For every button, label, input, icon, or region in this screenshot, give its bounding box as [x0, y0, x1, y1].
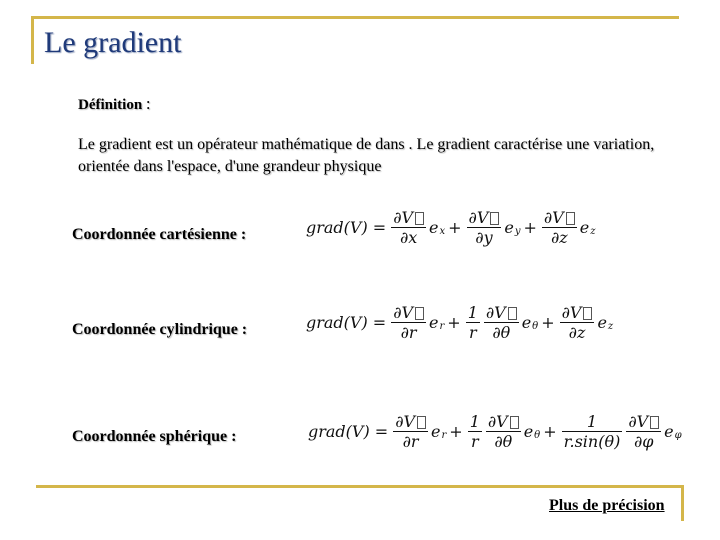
definition-label	[78, 94, 151, 114]
formula-lhs: grad(V) =	[306, 313, 387, 332]
fraction: $\frac{\partial V}{\partial x}$	[391, 208, 426, 247]
fraction: $\frac{\partial V}{\partial z}$	[560, 303, 595, 342]
vector-arrow-icon	[510, 416, 519, 429]
cartesian-formula: grad(V) = $\frac{\partial V}{\partial x}$ e $_x$ + $\frac{\partial V}{\partial y}$ e $_y$ + $\frac{\partial V}{\partial z}$ e $_z$	[306, 208, 596, 247]
cartesian-label: Coordonnée cartésienne :	[72, 226, 247, 243]
vector-arrow-icon	[415, 307, 424, 320]
footer-frame-line	[36, 485, 684, 488]
unit-vector: e $_z$	[597, 313, 614, 332]
definition-colon: :	[145, 94, 151, 113]
unit-vector: e $_y$	[504, 218, 521, 237]
fraction: $\frac{\partial V}{\partial\theta}$	[484, 303, 519, 342]
definition-text: Le gradient est un opérateur mathématique de dans . Le gradient caractérise une variation, orientée dans l'espace, d'une grandeur physique	[78, 136, 655, 175]
spherical-formula: grad(V) = $\frac{\partial V}{\partial r}$ e $_r$ + $\frac{1}{r}$ $\frac{\partial V}{\partial\theta}$ e $_\theta$ + $\frac{1}{r.\sin(\theta)}$ $\frac{\partial V}{\partial\varphi}$ e $_\varphi$	[308, 412, 682, 451]
unit-vector: e $_\varphi$	[664, 422, 682, 441]
vector-arrow-icon	[566, 212, 575, 225]
formula-lhs: grad(V) =	[306, 218, 387, 237]
cylindrical-label: Coordonnée cylindrique :	[72, 321, 248, 338]
title-frame-left-line	[31, 16, 34, 64]
fraction: $\frac{1}{r}$	[469, 412, 480, 451]
fraction: $\frac{\partial V}{\partial y}$	[467, 208, 502, 247]
title-frame-top-line	[31, 16, 679, 19]
unit-vector: e $_\theta$	[523, 422, 541, 441]
fraction: $\frac{\partial V}{\partial r}$	[391, 303, 426, 342]
vector-arrow-icon	[650, 416, 659, 429]
fraction: $\frac{\partial V}{\partial\varphi}$	[626, 412, 661, 451]
definition-label-text: Définition	[78, 97, 143, 113]
footer-frame-right-line	[681, 487, 684, 521]
vector-arrow-icon	[583, 307, 592, 320]
fraction: $\frac{\partial V}{\partial z}$	[542, 208, 577, 247]
fraction: $\frac{1}{r}$	[467, 303, 478, 342]
more-precision-link[interactable]: Plus de précision	[549, 497, 665, 514]
fraction: $\frac{\partial V}{\partial r}$	[393, 412, 428, 451]
vector-arrow-icon	[490, 212, 499, 225]
unit-vector: e $_\theta$	[521, 313, 539, 332]
page-title: Le gradient	[44, 26, 182, 59]
vector-arrow-icon	[508, 307, 517, 320]
unit-vector: e $_z$	[579, 218, 596, 237]
fraction: $\frac{\partial V}{\partial\theta}$	[486, 412, 521, 451]
vector-arrow-icon	[417, 416, 426, 429]
unit-vector: e $_r$	[431, 422, 447, 441]
vector-arrow-icon	[415, 212, 424, 225]
unit-vector: e $_r$	[429, 313, 445, 332]
formula-lhs: grad(V) =	[308, 422, 389, 441]
unit-vector: e $_x$	[429, 218, 446, 237]
fraction: $\frac{1}{r.\sin(\theta)}$	[563, 412, 621, 451]
cylindrical-formula: grad(V) = $\frac{\partial V}{\partial r}$ e $_r$ + $\frac{1}{r}$ $\frac{\partial V}{\partial\theta}$ e $_\theta$ + $\frac{\partial V}{\partial z}$ e $_z$	[306, 303, 614, 342]
spherical-label: Coordonnée sphérique :	[72, 428, 237, 445]
